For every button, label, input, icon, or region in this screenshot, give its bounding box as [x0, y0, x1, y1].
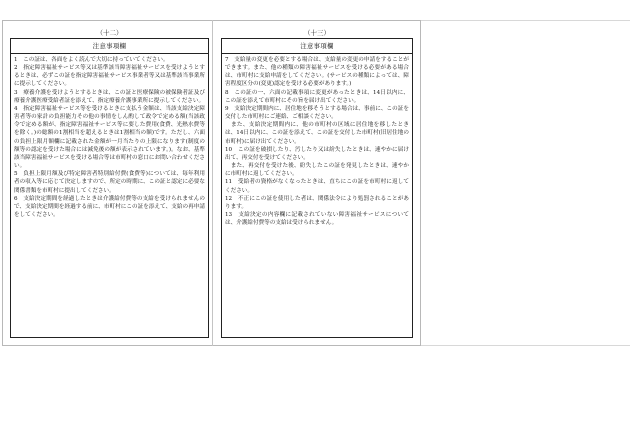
note-item: 2 指定障害福祉サービス等又は基準該当障害福祉サービスを受けようとするときは、必ずこの証を指定障害福祉サービス事業者等又は基準該当事業所に提示してください。: [14, 65, 205, 88]
page-divider: [212, 20, 213, 346]
note-item: 12 不正にこの証を使用した者は、関係法令により処罰されることがあります。: [225, 195, 409, 210]
panel-number-left: （十二）: [96, 29, 123, 37]
note-item: 10 この証を破損したり、汚したり又は紛失したときは、速やかに届け出て、再交付を受けてください。: [225, 146, 409, 161]
panel-body-right: [222, 54, 412, 227]
note-item: 11 受給者の資格がなくなったときは、直ちにこの証を市町村に返してください。: [225, 179, 409, 194]
note-item: 9 支給決定期間内に、居住地を移そうとする場合は、事前に、この証を交付した市町村にご連絡、ご相談ください。: [225, 105, 409, 121]
note-item: また、支給決定期間内に、他の市町村の区域に居住地を移したときは、14日以内に、この証を添えて、この証を交付した市町村(旧居住地の市町村)に届け出てください。: [225, 122, 409, 145]
note-item: また、再交付を受けた後、紛失したこの証を発見したときは、速やかに市町村に返してください。: [225, 163, 409, 178]
note-item: 1 この証は、各面をよく読んで大切に持っていてください。: [14, 57, 169, 63]
panel-body-left: [11, 54, 208, 219]
note-item: 4 指定障害福祉サービス等を受けるときに支払う金額は、当該支給決定障害者等の家計の負担能力その他の事情をしん酌して政令で定める額(当該政令で定める額が、指定障害福祉サービス等に要した費用(食費、光熱水費等を除く。)の総額の1割相当を超えるときは1割相当の額)です。ただし、六面の負担上限月額欄に記載された金額が一月当たりの上限になります(制度の額等の認定を受けた場合には減免後の額が表示されています。)。なお、基準該当障害福祉サービスを受ける場合等は市町村の窓口にお問い合わせください。: [14, 105, 205, 170]
panel-heading-left: 注意事項欄: [11, 39, 208, 54]
note-item: 5 負担上限月額及び特定障害者特別給付費(食費等)については、毎年利用者の収入等に応じて決定しますので、所定の時期に、この証と認定に必要な関係書類を市町村に提出してください。: [14, 171, 205, 194]
panel-heading-right: 注意事項欄: [222, 39, 412, 54]
note-item: 8 この証の一、六面の記載事項に変更があったときは、14日以内に、この証を添えて市町村にその旨を届け出てください。: [225, 89, 409, 104]
note-item: 7 支給量の変更を必要とする場合は、支給量の変更の申請をすることができます。また、他の種類の障害福祉サービスを受ける必要がある場合は、市町村に支給申請をしてください。(サービスの種類によっては、障害程度区分の(変更)認定を受ける必要があります。): [225, 57, 409, 88]
note-item: 3 療養介護を受けようとするときは、この証と医療保険の被保険者証及び療養介護医療受給者証を添えて、指定療養介護事業所に提示してください。: [14, 89, 205, 104]
note-item: 6 支給決定期間を経過したときは介護給付費等の支給を受けられませんので、支給決定期間を経過する前に、市町村にこの証を添えて、支給の再申請をしてください。: [14, 195, 205, 218]
notes-panel-left: [10, 38, 209, 338]
blank-page-area: [421, 20, 630, 346]
panel-number-right: （十三）: [304, 29, 330, 37]
note-item: 13 支給決定の内容欄に記載されていない障害福祉サービスについては、介護給付費等の支給は受けられません。: [225, 211, 409, 227]
notes-panel-right: [221, 38, 413, 338]
